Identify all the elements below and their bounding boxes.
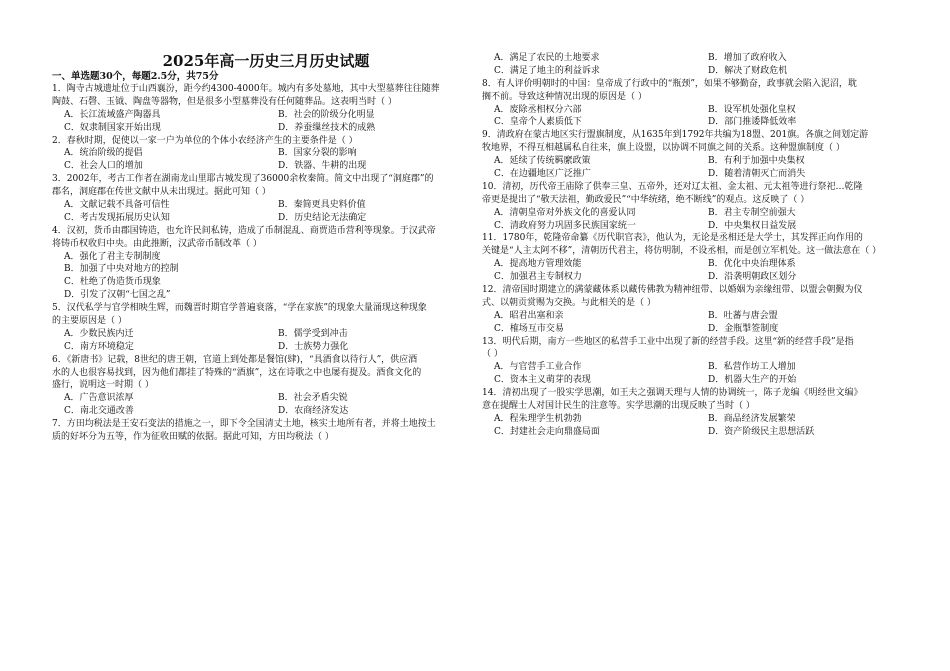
answer-option: B．有利于加强中央集权: [708, 156, 805, 167]
question: [482, 181, 910, 233]
question-text-line: 将铸币权收归中央。由此推断，汉武帝币制改革（ ）: [52, 238, 262, 249]
option-row: [52, 212, 480, 225]
question-text-line: 5．汉代私学与官学相映生辉，而魏晋时期官学普遍衰落，“学在家族”的现象大量涌现这种现象: [52, 303, 427, 314]
question-text-line: 10．清初，历代帝王庙除了供奉三皇、五帝外，还对辽太祖、金太祖、元太祖等进行祭祀…乾隆: [482, 181, 863, 192]
question: [52, 135, 480, 174]
answer-option: B．增加了政府收入: [708, 53, 787, 63]
question-text-line: 的主要原因是（ ）: [52, 316, 127, 327]
question-text-line: 3．2002年，考古工作者在湖南龙山里耶古城发现了36000余枚秦简。简文中出现了“洞庭郡”的: [52, 174, 434, 185]
answer-option: C．封建社会走向鼎盛局面: [494, 426, 600, 437]
answer-option: A．满足了农民的土地要求: [494, 53, 600, 63]
question-text-line: 11．1780年，乾隆帝命纂《历代职官表》，他认为，无论是丞相还是大学士，其发挥正向作用的: [482, 233, 863, 244]
option-row: [482, 155, 910, 168]
question-text-line: 7．方田均税法是王安石变法的措施之一，即下令全国清丈土地，核实土地所有者，并将土地按土: [52, 419, 436, 430]
option-row: [482, 413, 910, 426]
answer-option: D．养蚕缫丝技术的成熟: [278, 122, 376, 133]
option-row: [52, 263, 480, 276]
answer-option: C．杜绝了伪造货币现象: [64, 277, 161, 288]
question-text-line: 4．汉初，货币由郡国铸造，也允许民间私铸，造成了币制混乱、商贾造币营利等现象。于汉武帝: [52, 225, 436, 236]
option-row: [482, 104, 910, 117]
option-row: [482, 323, 910, 336]
answer-option: A．强化了君主专制制度: [64, 251, 161, 262]
option-row: [482, 258, 910, 271]
answer-option: A．少数民族内迁: [64, 328, 134, 339]
answer-option: C．奴隶制国家开始出现: [64, 122, 161, 133]
question: [482, 336, 910, 388]
option-row: [52, 341, 480, 354]
answer-option: C．在边疆地区广泛推广: [494, 169, 591, 180]
question-list-left: [52, 83, 480, 444]
option-row: [52, 109, 480, 122]
question: [52, 83, 480, 135]
answer-option: B．商品经济发展繁荣: [708, 413, 796, 424]
option-row: [52, 392, 480, 405]
answer-option: A．清朝皇帝对外族文化的喜爱认同: [494, 207, 636, 218]
answer-option: C．榷场互市交易: [494, 323, 564, 334]
answer-option: C．清政府努力巩固多民族国家统一: [494, 220, 636, 231]
question: [482, 232, 910, 284]
option-row: [482, 52, 910, 65]
question-text-line: 式、以朝贡赏赐为交换。与此相关的是（ ）: [482, 297, 656, 308]
option-row: [482, 220, 910, 233]
question-text-line: 搁不前。导致这种情况出现的原因是（ ）: [482, 91, 647, 102]
answer-option: B．社会矛盾尖锐: [278, 393, 348, 404]
section-heading: 一、单选题30个，每题2.5分，共75分: [52, 71, 219, 82]
question-text-line: 12．清帝国时期建立的满蒙藏体系以藏传佛教为精神纽带、以婚姻为亲缘纽带、以盟会朝觐为仪: [482, 285, 863, 296]
answer-option: A．广告意识浓厚: [64, 393, 134, 404]
option-row: [482, 426, 910, 439]
answer-option: C．加强君主专制权力: [494, 272, 582, 283]
option-row: [482, 310, 910, 323]
option-row: [482, 207, 910, 220]
question-text-line: （ ）: [482, 349, 503, 360]
option-row: [52, 199, 480, 212]
question-text-line: 郡名，洞庭郡在传世文献中从未出现过。据此可知（ ）: [52, 187, 271, 198]
question: [482, 387, 910, 439]
answer-option: B．设军机处强化皇权: [708, 104, 796, 115]
option-row: [52, 289, 480, 302]
option-row: [52, 328, 480, 341]
answer-option: B．优化中央治理体系: [708, 259, 796, 270]
page-title: 2025年高一历史三月历史试题: [162, 52, 370, 70]
question: [52, 302, 480, 354]
answer-option: D．农商经济发达: [278, 406, 349, 417]
answer-option: C．资本主义萌芽的表现: [494, 375, 591, 386]
answer-option: B．吐蕃与唐会盟: [708, 310, 778, 321]
answer-option: B．加强了中央对地方的控制: [64, 264, 179, 275]
answer-option: D．沿袭明朝政区划分: [708, 272, 797, 283]
question-text-line: 关键是“人主太阿不移”，清朝历代君主，将仿明制，不设丞相，而是创立军机处。这一做法意在（ ）: [482, 246, 882, 257]
answer-option: B．君主专制空前强大: [708, 207, 796, 218]
answer-option: A．与官营手工业合作: [494, 362, 582, 373]
question: [482, 284, 910, 336]
option-row: [482, 65, 910, 78]
answer-option: D．金瓶掣签制度: [708, 323, 779, 334]
question-text-line: 6．《新唐书》记载，8世纪的唐王朝，官道上到处都是餐馆(肆)，“具酒食以待行人”，供应酒: [52, 354, 418, 365]
question: [52, 225, 480, 302]
question-text-line: 水的人也很容易找到，因为他们都挂了特殊的“酒旗”，这在诗歌之中也屡有提及。酒食文化的: [52, 367, 422, 378]
right-column: [482, 0, 910, 439]
question: [482, 78, 910, 130]
question-text-line: 质的好坏分为五等，作为征收田赋的依据。据此可知，方田均税法（ ）: [52, 432, 334, 443]
answer-option: D．解决了财政危机: [708, 65, 788, 76]
option-row: [52, 276, 480, 289]
option-row: [52, 160, 480, 173]
answer-option: D．部门推诿降低效率: [708, 117, 797, 128]
answer-option: A．昭君出塞和亲: [494, 310, 564, 321]
answer-option: C．社会人口的增加: [64, 161, 143, 172]
answer-option: C．南北交通改善: [64, 406, 134, 417]
question: [52, 418, 480, 444]
question-text-line: 帝更是提出了“敬天法祖，勤政爱民”“中华统绪，绝不断线”的观点。这反映了（ ）: [482, 194, 810, 205]
answer-option: D．资产阶级民主思想活跃: [708, 426, 815, 437]
answer-option: B．儒学受到冲击: [278, 328, 348, 339]
option-row: [482, 374, 910, 387]
answer-option: A．提高地方管理效能: [494, 259, 582, 270]
answer-option: A．统治阶级的提倡: [64, 148, 143, 159]
left-column: [52, 0, 480, 444]
answer-option: A．程朱理学生机勃勃: [494, 413, 582, 424]
option-row: [482, 116, 910, 129]
question: [52, 354, 480, 418]
question-text-line: 9．清政府在蒙古地区实行盟旗制度，从1635年到1792年共编为18盟、201旗。各旗之间划定游: [482, 130, 869, 141]
answer-option: A．废除丞相权分六部: [494, 104, 582, 115]
question: [52, 173, 480, 225]
answer-option: C．满足了地主的利益诉求: [494, 65, 600, 76]
answer-option: B．私营作坊工人增加: [708, 362, 796, 373]
answer-option: A．长江流域盛产陶器具: [64, 109, 161, 120]
answer-option: D．中央集权日益发展: [708, 220, 797, 231]
answer-option: D．铁器、牛耕的出现: [278, 161, 367, 172]
option-row: [52, 405, 480, 418]
question-text-line: 2．春秋时期，促使以一家一户为单位的个体小农经济产生的主要条件是（ ）: [52, 135, 358, 146]
option-row: [482, 361, 910, 374]
question: [482, 52, 910, 78]
column-top-margin: [482, 0, 910, 52]
answer-option: C．考古发现拓展历史认知: [64, 212, 170, 223]
answer-option: B．秦简更具史料价值: [278, 200, 366, 211]
answer-option: C．皇帝个人素质低下: [494, 117, 582, 128]
option-row: [482, 271, 910, 284]
answer-option: D．历史结论无法确定: [278, 212, 367, 223]
option-row: [52, 122, 480, 135]
answer-option: B．社会的阶级分化明显: [278, 109, 375, 120]
question: [482, 129, 910, 181]
option-row: [52, 251, 480, 264]
question-text-line: 13．明代后期，南方一些地区的私营手工业中出现了新的经营手段。这里“新的经营手段”是指: [482, 336, 854, 347]
question-text-line: 陶鼓、石磬、玉钺、陶盘等器物，但是很多小型墓葬没有任何随葬品。这表明当时（ ）: [52, 96, 397, 107]
answer-option: D．随着清朝灭亡而消失: [708, 169, 806, 180]
answer-option: A．延续了传统羁縻政策: [494, 156, 591, 167]
question-text-line: 14．清初出现了一股实学思潮，如王夫之强调天理与人情的协调统一，陈子龙编《明经世文编》: [482, 388, 863, 399]
answer-option: D．士族势力强化: [278, 341, 349, 352]
question-text-line: 盛行，说明这一时期（ ）: [52, 380, 154, 391]
question-text-line: 8．有人评价明朝时的中国：皇帝成了行政中的“瓶颈”，如果不够勤奋，政事就会陷入泥沼，耽: [482, 78, 857, 89]
question-text-line: 牧地界，不得互相越属私自往来，旗上设盟，以协调不同旗之间的关系。这种盟旗制度（ ）: [482, 143, 845, 154]
answer-option: B．国家分裂的影响: [278, 148, 357, 159]
question-list-right: [482, 52, 910, 439]
answer-option: D．机器大生产的开始: [708, 375, 797, 386]
option-row: [482, 168, 910, 181]
option-row: [52, 147, 480, 160]
answer-option: C．南方环境稳定: [64, 341, 134, 352]
answer-option: A．文献记载不具备可信性: [64, 200, 170, 211]
question-text-line: 意在提醒士人对国计民生的注意等。实学思潮的出现反映了当时（ ）: [482, 401, 755, 412]
answer-option: D．引发了汉朝“七国之乱”: [64, 290, 171, 301]
question-text-line: 1．陶寺古城遗址位于山西襄汾，距今约4300-4000年。城内有多处墓地，其中大型墓葬往往随葬: [52, 84, 440, 94]
